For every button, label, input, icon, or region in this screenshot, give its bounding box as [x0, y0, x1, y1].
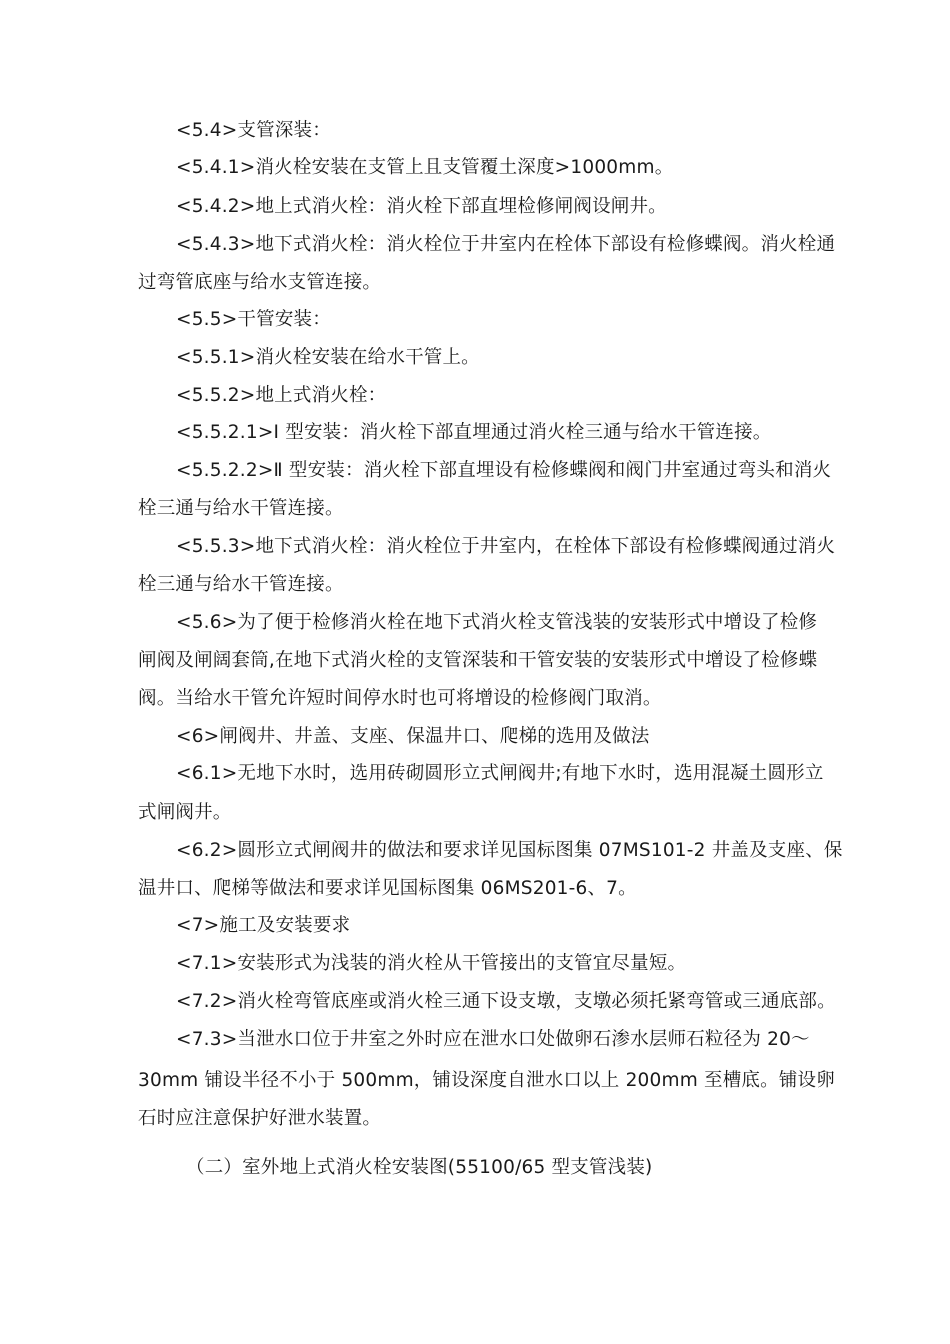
text-line: <5.4.2>地上式消火栓：消火栓下部直埋检修闸阀设闸井。 [176, 196, 667, 217]
text-line: 阀。当给水干管允许短时间停水时也可将增设的检修阀门取消。 [138, 688, 662, 709]
text-line: <5.5.1>消火栓安装在给水干管上。 [176, 347, 480, 368]
text-line: <5.6>为了便于检修消火栓在地下式消火栓支管浅装的安装形式中增设了检修 [176, 612, 818, 633]
text-line: 温井口、爬梯等做法和要求详见国标图集 06MS201-6、7。 [138, 878, 637, 899]
text-line: <6.2>圆形立式闸阀井的做法和要求详见国标图集 07MS101-2 井盖及支座、保 [176, 840, 843, 861]
section-heading: （二）室外地上式消火栓安装图(55100/65 型支管浅装) [186, 1157, 653, 1178]
text-line: <6>闸阀井、井盖、支座、保温井口、爬梯的选用及做法 [176, 726, 650, 747]
text-line: <5.5>干管安装： [176, 309, 331, 330]
text-line: <5.4.1>消火栓安装在支管上且支管覆土深度>1000mm。 [176, 157, 674, 178]
text-line: <7.2>消火栓弯管底座或消火栓三通下设支墩，支墩必须托紧弯管或三通底部。 [176, 991, 836, 1012]
text-line: 过弯管底座与给水支管连接。 [138, 272, 382, 293]
text-line: 闸阀及闸阔套筒,在地下式消火栓的支管深装和干管安装的安装形式中增设了检修蝶 [138, 650, 818, 671]
text-line: 式闸阀井。 [138, 802, 232, 823]
text-line: <5.5.2.1>I 型安装：消火栓下部直埋通过消火栓三通与给水干管连接。 [176, 422, 772, 443]
text-line: <5.4.3>地下式消火栓：消火栓位于井室内在栓体下部设有检修蝶阀。消火栓通 [176, 234, 836, 255]
text-line: <5.4>支管深装： [176, 120, 331, 141]
text-line: <5.5.3>地下式消火栓：消火栓位于井室内，在栓体下部设有检修蝶阀通过消火 [176, 536, 836, 557]
text-line: 石时应注意保护好泄水装置。 [138, 1108, 382, 1129]
text-line: <7.3>当泄水口位于井室之外时应在泄水口处做卵石渗水层师石粒径为 20～ [176, 1029, 810, 1050]
text-line: <7>施工及安装要求 [176, 915, 351, 936]
text-line: <6.1>无地下水时，选用砖砌圆形立式闸阀井;有地下水时，选用混凝土圆形立 [176, 763, 824, 784]
text-line: <5.5.2>地上式消火栓： [176, 385, 387, 406]
text-line: <7.1>安装形式为浅装的消火栓从干管接出的支管宜尽量短。 [176, 953, 687, 974]
text-line: <5.5.2.2>Ⅱ 型安装：消火栓下部直埋设有检修蝶阀和阀门井室通过弯头和消火 [176, 460, 832, 481]
text-line: 栓三通与给水干管连接。 [138, 498, 344, 519]
text-line: 栓三通与给水干管连接。 [138, 574, 344, 595]
text-line: 30mm 铺设半径不小于 500mm，铺设深度自泄水口以上 200mm 至槽底。铺设卵 [138, 1070, 835, 1091]
